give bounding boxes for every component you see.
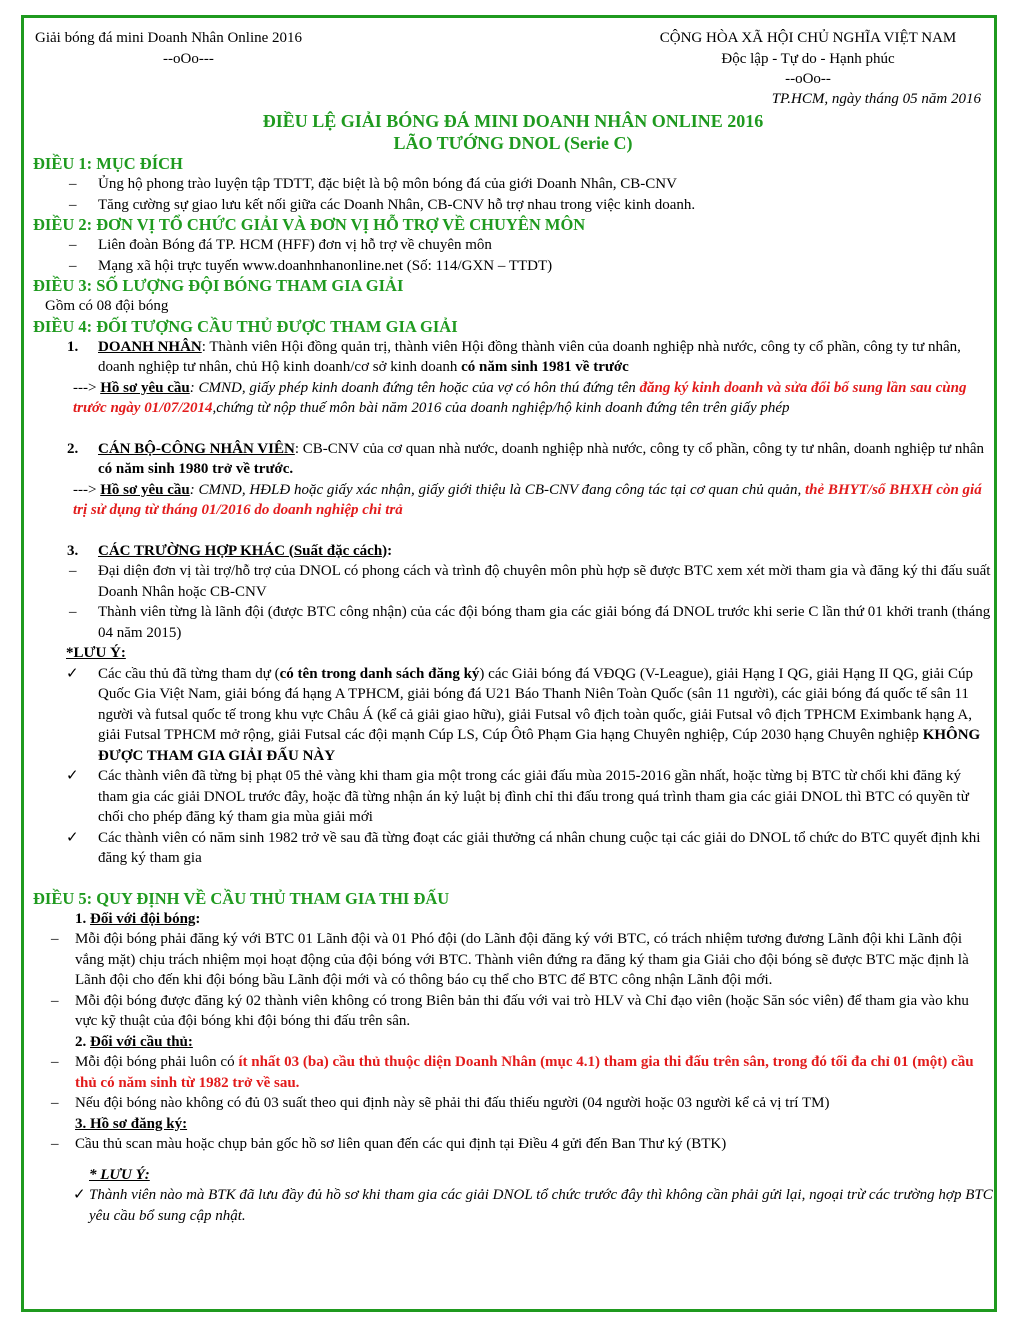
list-item: – Nếu đội bóng nào không có đủ 03 suất theo qui định này sẽ phải thi đấu thiếu người (04 người hoặc 03 người kể cả vị trí TM) <box>33 1093 993 1114</box>
clause-number: 3. <box>67 542 79 559</box>
special-cases-clause: 3. CÁC TRƯỜNG HỢP KHÁC (Suất đặc cách): <box>33 541 993 562</box>
dash-bullet: – <box>51 1136 59 1152</box>
note-label: * LƯU Ý: <box>89 1166 150 1183</box>
note-item: ✓ Các thành viên đã từng bị phạt 05 thẻ vàng khi tham gia một trong các giải đấu mùa 2015-2016 gần nhất, hoặc từng bị BTC từ chối khi đăng ký tham gia các giải DNOL trước đây, hoặc đã từng nhận án kỷ luật bị đình chỉ thi đấu trong quá trình tham gia các giải DNOL thì BTC có quyền từ chối cho phép đăng ký tham gia mùa giải mới <box>66 768 969 825</box>
note-item: ✓ Các thành viên có năm sinh 1982 trở về sau đã từng đoạt các giải thưởng cá nhân chung cuộc tại các giải do DNOL tổ chức do BTC quyết định khi đăng ký tham gia <box>66 829 981 866</box>
article-5-heading: ĐIỀU 5: QUY ĐỊNH VỀ CẦU THỦ THAM GIA THI ĐẤU <box>33 888 450 908</box>
note-item: ✓ Thành viên nào mà BTK đã lưu đầy đủ hồ sơ khi tham gia các giải DNOL tổ chức trước đây thì không cần phải gửi lại, ngoại trừ các trường hợp BTC yêu cầu bổ sung cập nhật. <box>73 1187 993 1224</box>
national-motto: Độc lập - Tự do - Hạnh phúc <box>721 50 895 67</box>
list-item: – Mỗi đội bóng phải đăng ký với BTC 01 Lãnh đội và 01 Phó đội (do Lãnh đội đăng ký với BTC, có trách nhiệm tương đương Lãnh đội khi Lãnh đội vắng mặt) chịu trách nhiệm mọi hoạt động của đội bóng với BTC. Thành viên đứng ra đăng ký tham gia Giải cho đội bóng sẽ được BTC mặc định là Lãnh đội cho đến khi đội bóng bầu Lãnh đội mới và có thông báo cụ thể cho BTC để BTC công nhận Lãnh đội mới. <box>51 931 969 988</box>
dash-bullet: – <box>69 237 77 253</box>
national-title: CỘNG HÒA XÃ HỘI CHỦ NGHĨA VIỆT NAM <box>659 30 957 46</box>
list-item: – Cầu thủ scan màu hoặc chụp bản gốc hồ sơ liên quan đến các qui định tại Điều 4 gửi đến Ban Thư ký (BTK) <box>33 1134 993 1155</box>
header-left <box>35 28 302 69</box>
note-label: *LƯU Ý: <box>66 645 126 661</box>
article-3-heading: ĐIỀU 3: SỐ LƯỢNG ĐỘI BÓNG THAM GIA GIẢI <box>33 276 404 295</box>
dash-bullet: – <box>69 176 77 192</box>
tournament-name: Giải bóng đá mini Doanh Nhân Online 2016 <box>35 30 303 46</box>
entrepreneur-documents: ---> Hồ sơ yêu cầu: CMND, giấy phép kinh doanh đứng tên hoặc của vợ có hôn thú đứng tên đăng ký kinh doanh và sửa đổi bổ sung lần sau cùng trước ngày 01/07/2014,chứng từ nộp thuế môn bài năm 2016 của doanh nghiệp/hộ kinh doanh đứng tên trên giấy phép <box>73 379 967 416</box>
list-item: – Liên đoàn Bóng đá TP. HCM (HFF) đơn vị hỗ trợ về chuyên môn <box>33 235 993 256</box>
article-2-heading: ĐIỀU 2: ĐƠN VỊ TỔ CHỨC GIẢI VÀ ĐƠN VỊ HỖ TRỢ VỀ CHUYÊN MÔN <box>33 215 586 234</box>
title-line-2: LÃO TƯỚNG DNOL (Serie C) <box>393 133 633 153</box>
header-right <box>623 28 993 90</box>
dash-bullet: – <box>51 1095 59 1111</box>
list-item: – Tăng cường sự giao lưu kết nối giữa các Doanh Nhân, CB-CNV hỗ trợ nhau trong việc kinh doanh. <box>33 195 993 216</box>
article-4-heading: ĐIỀU 4: ĐỐI TƯỢNG CẦU THỦ ĐƯỢC THAM GIA GIẢI <box>33 316 458 336</box>
ornament-right: --oOo-- <box>785 71 831 87</box>
document <box>33 28 993 1226</box>
dash-bullet: – <box>51 931 59 947</box>
staff-clause: 2. CÁN BỘ-CÔNG NHÂN VIÊN: CB-CNV của cơ quan nhà nước, doanh nghiệp nhà nước, công ty cổ phần, công ty tư nhân, doanh nghiệp tư nhân có năm sinh 1980 trở về trước. <box>67 440 985 477</box>
dash-bullet: – <box>51 992 59 1009</box>
dash-bullet: – <box>69 563 77 579</box>
registration-section-label: 3. Hồ sơ đăng ký: <box>75 1115 188 1132</box>
dash-bullet: – <box>69 257 77 274</box>
note-item: ✓ Các cầu thủ đã từng tham dự (có tên trong danh sách đăng ký) các Giải bóng đá VĐQG (V-League), giải Hạng I QG, giải Hạng II QG, giải Cúp Quốc Gia Việt Nam, giải bóng đá hạng A TPHCM, giải bóng đá U21 Báo Thanh Niên Toàn Quốc (sân 11 người), các giải bóng đá quốc tế sân 11 người và futsal quốc tế trong khu vực Châu Á (kể cả giải giao hữu), giải Futsal vô địch toàn quốc, giải Futsal vô địch TPHCM Eximbank hạng A, giải Futsal TPHCM mở rộng, giải Futsal các đội mạnh Cúp LS, Cúp Ôtô Phạm Gia hạng Chuyên nghiệp, Cúp 2030 hạng Chuyên nghiệp KHÔNG ĐƯỢC THAM GIA GIẢI ĐẤU NÀY <box>66 665 981 764</box>
dash-bullet: – <box>51 1054 59 1070</box>
list-item: – Thành viên từng là lãnh đội (được BTC công nhận) của các đội bóng tham gia các giải bóng đá DNOL trước khi serie C lần thứ 01 khởi tranh (tháng 04 năm 2015) <box>69 604 991 641</box>
dash-bullet: – <box>69 196 77 213</box>
clause-label: CÁN BỘ-CÔNG NHÂN VIÊN <box>98 440 295 457</box>
document-title <box>33 110 993 154</box>
ornament-left: --oOo--- <box>163 50 214 67</box>
title-line-1: ĐIỀU LỆ GIẢI BÓNG ĐÁ MINI DOANH NHÂN ONLINE 2016 <box>262 111 764 131</box>
clause-label: DOANH NHÂN <box>98 338 202 355</box>
list-item: – Đại diện đơn vị tài trợ/hỗ trợ của DNOL có phong cách và trình độ chuyên môn phù hợp sẽ được BTC xem xét mời tham gia và đăng ký thi đấu suất Doanh Nhân hoặc CB-CNV <box>69 563 991 600</box>
date-line: TP.HCM, ngày tháng 05 năm 2016 <box>771 91 981 107</box>
clause-number: 1. <box>67 338 79 355</box>
clause-label: CÁC TRƯỜNG HỢP KHÁC (Suất đặc cách) <box>98 542 388 559</box>
dash-bullet: – <box>69 604 77 620</box>
document-header <box>33 28 993 110</box>
article-1-heading: ĐIỀU 1: MỤC ĐÍCH <box>33 154 183 173</box>
team-section-label: 1. Đối với đội bóng: <box>75 910 201 927</box>
entrepreneur-clause: 1. DOANH NHÂN: Thành viên Hội đồng quản trị, thành viên Hội đồng thành viên của doanh nghiệp nhà nước, công ty cổ phần, công ty tư nhân, doanh nghiệp tư nhân, chủ Hộ kinh doanh/cơ sở kinh doanh có năm sinh 1981 về trước <box>67 338 961 375</box>
player-section-label: 2. Đối với cầu thủ: <box>75 1033 193 1050</box>
list-item: – Mỗi đội bóng được đăng ký 02 thành viên không có trong Biên bản thi đấu với vai trò HLV và Chỉ đạo viên (hoặc Săn sóc viên) để tham gia vào khu vực kỹ thuật của đội bóng khi đội bóng thi đấu trên sân. <box>51 992 969 1029</box>
list-item: – Ủng hộ phong trào luyện tập TDTT, đặc biệt là bộ môn bóng đá của giới Doanh Nhân, CB-CNV <box>33 174 993 195</box>
list-item: – Mỗi đội bóng phải luôn có ít nhất 03 (ba) cầu thủ thuộc diện Doanh Nhân (mục 4.1) tham gia thi đấu trên sân, trong đó tối đa chỉ 01 (một) cầu thủ có năm sinh từ 1982 trở về sau. <box>51 1054 974 1091</box>
check-icon: ✓ <box>66 829 79 846</box>
check-icon: ✓ <box>66 665 79 682</box>
check-icon: ✓ <box>66 768 79 784</box>
team-count-text: Gồm có 08 đội bóng <box>45 298 169 314</box>
staff-documents: ---> Hồ sơ yêu cầu: CMND, HĐLĐ hoặc giấy xác nhận, giấy giới thiệu là CB-CNV đang công tác tại cơ quan chủ quản, thẻ BHYT/sổ BHXH còn giá trị sử dụng từ tháng 01/2016 do doanh nghiệp chi trả <box>73 481 982 518</box>
check-icon: ✓ <box>73 1187 86 1203</box>
clause-number: 2. <box>67 440 79 457</box>
list-item: – Mạng xã hội trực tuyến www.doanhnhanonline.net (Số: 114/GXN – TTDT) <box>33 256 993 277</box>
